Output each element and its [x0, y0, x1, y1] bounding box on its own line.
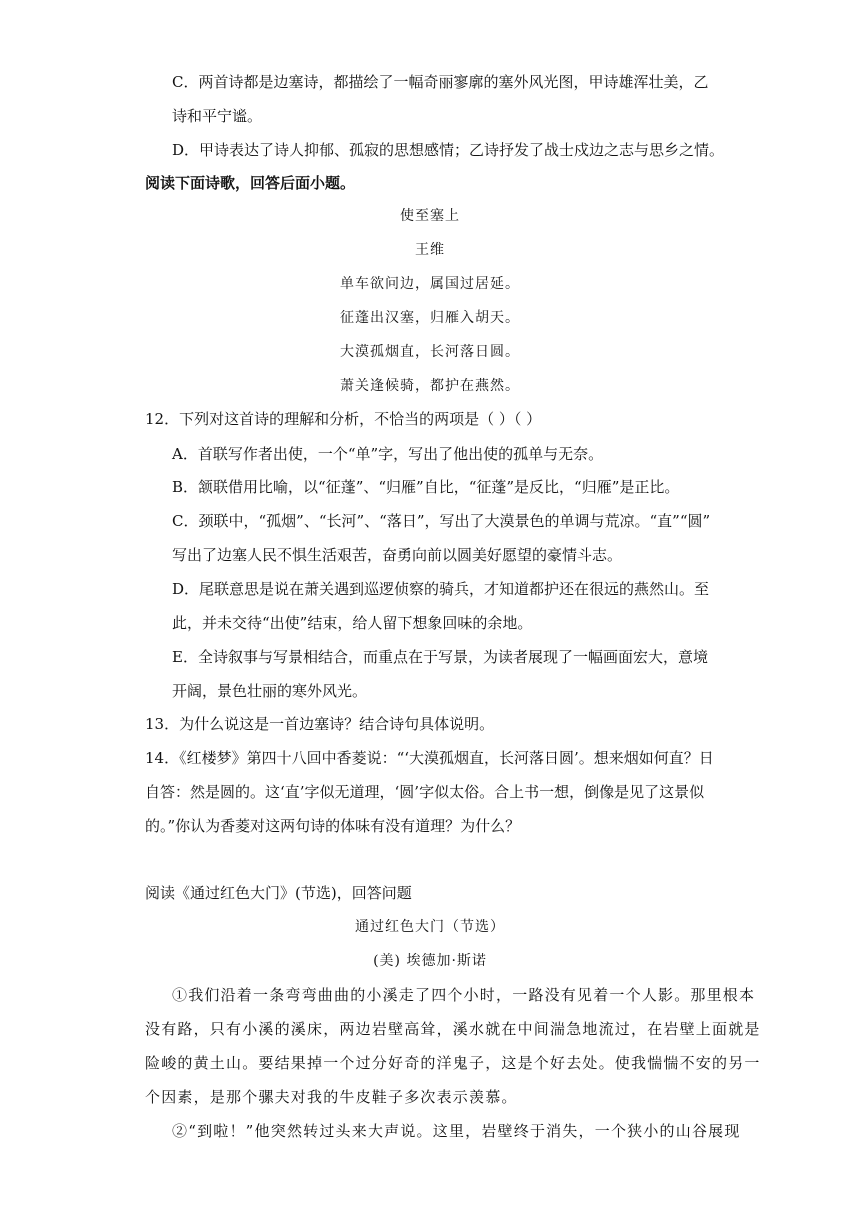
essay-paragraph-1-line3: 险峻的黄土山。要结果掉一个过分好奇的洋鬼子，这是个好去处。使我惴惴不安的另一	[145, 1054, 761, 1072]
q12-option-a: A．首联写作者出使，一个“单”字，写出了他出使的孤单与无奈。	[172, 445, 604, 463]
poem-author: 王维	[415, 242, 445, 258]
poem-title: 使至塞上	[400, 208, 460, 224]
essay-title: 通过红色大门（节选）	[355, 919, 505, 935]
essay-author: (美) 埃德加·斯诺	[373, 953, 487, 969]
essay-paragraph-1-line2: 没有路，只有小溪的溪床，两边岩壁高耸，溪水就在中间湍急地流过，在岩壁上面就是	[145, 1020, 761, 1038]
q11-option-c-line1: C．两首诗都是边塞诗，都描绘了一幅奇丽寥廓的塞外风光图，甲诗雄浑壮美，乙	[172, 73, 709, 91]
q12-option-b: B．颔联借用比喻，以“征蓬”、“归雁”自比，“征蓬”是反比，“归雁”是正比。	[172, 478, 680, 496]
q14-line3: 的。”你认为香菱对这两句诗的体味有没有道理？为什么？	[145, 817, 521, 835]
poem-line-4: 萧关逢候骑，都护在燕然。	[340, 378, 520, 394]
poem-line-1: 单车欲问边，属国过居延。	[340, 276, 520, 292]
q14-line1: 14．《红楼梦》第四十八回中香菱说：“‘大漠孤烟直，长河落日圆’。想来烟如何直？日	[145, 749, 714, 767]
essay-paragraph-2-line1: ②“到啦！”他突然转过头来大声说。这里，岩壁终于消失，一个狭小的山谷展现	[172, 1122, 741, 1140]
q12-option-e-line1: E．全诗叙事与写景相结合，而重点在于写景，为读者展现了一幅画面宏大，意境	[172, 648, 708, 666]
q12-option-d-line2: 此，并未交待“出使”结束，给人留下想象回味的余地。	[172, 614, 533, 632]
essay-paragraph-1-line1: ①我们沿着一条弯弯曲曲的小溪走了四个小时，一路没有见着一个人影。那里根本	[172, 986, 756, 1004]
poem-line-2: 征蓬出汉塞，归雁入胡天。	[340, 310, 520, 326]
q11-option-d: D．甲诗表达了诗人抑郁、孤寂的思想感情；乙诗抒发了战士戍边之志与思乡之情。	[172, 141, 725, 159]
q14-line2: 自答：然是圆的。这‘直’字似无道理，‘圆’字似太俗。合上书一想，倒像是见了这景似	[145, 783, 705, 801]
section2-instruction: 阅读《通过红色大门》(节选)，回答问题	[145, 884, 412, 902]
q11-option-c-line2: 诗和平宁谧。	[172, 107, 263, 125]
q12-option-c-line1: C．颈联中，“孤烟”、“长河”、“落日”，写出了大漠景色的单调与荒凉。“直”“圆”	[172, 512, 711, 530]
q12-stem: 12．下列对这首诗的理解和分析，不恰当的两项是（ ）（ ）	[145, 410, 542, 428]
q12-option-c-line2: 写出了边塞人民不惧生活艰苦，奋勇向前以圆美好愿望的豪情斗志。	[172, 546, 623, 564]
q13-stem: 13．为什么说这是一首边塞诗？结合诗句具体说明。	[145, 715, 495, 733]
q12-option-d-line1: D．尾联意思是说在萧关遇到巡逻侦察的骑兵，才知道都护还在很远的燕然山。至	[172, 580, 710, 598]
q12-option-e-line2: 开阔，景色壮丽的寒外风光。	[172, 682, 368, 700]
poem-line-3: 大漠孤烟直，长河落日圆。	[340, 344, 520, 360]
section1-instruction: 阅读下面诗歌，回答后面小题。	[145, 174, 356, 192]
essay-paragraph-1-line4: 个因素，是那个骡夫对我的牛皮鞋子多次表示羡慕。	[145, 1088, 518, 1106]
